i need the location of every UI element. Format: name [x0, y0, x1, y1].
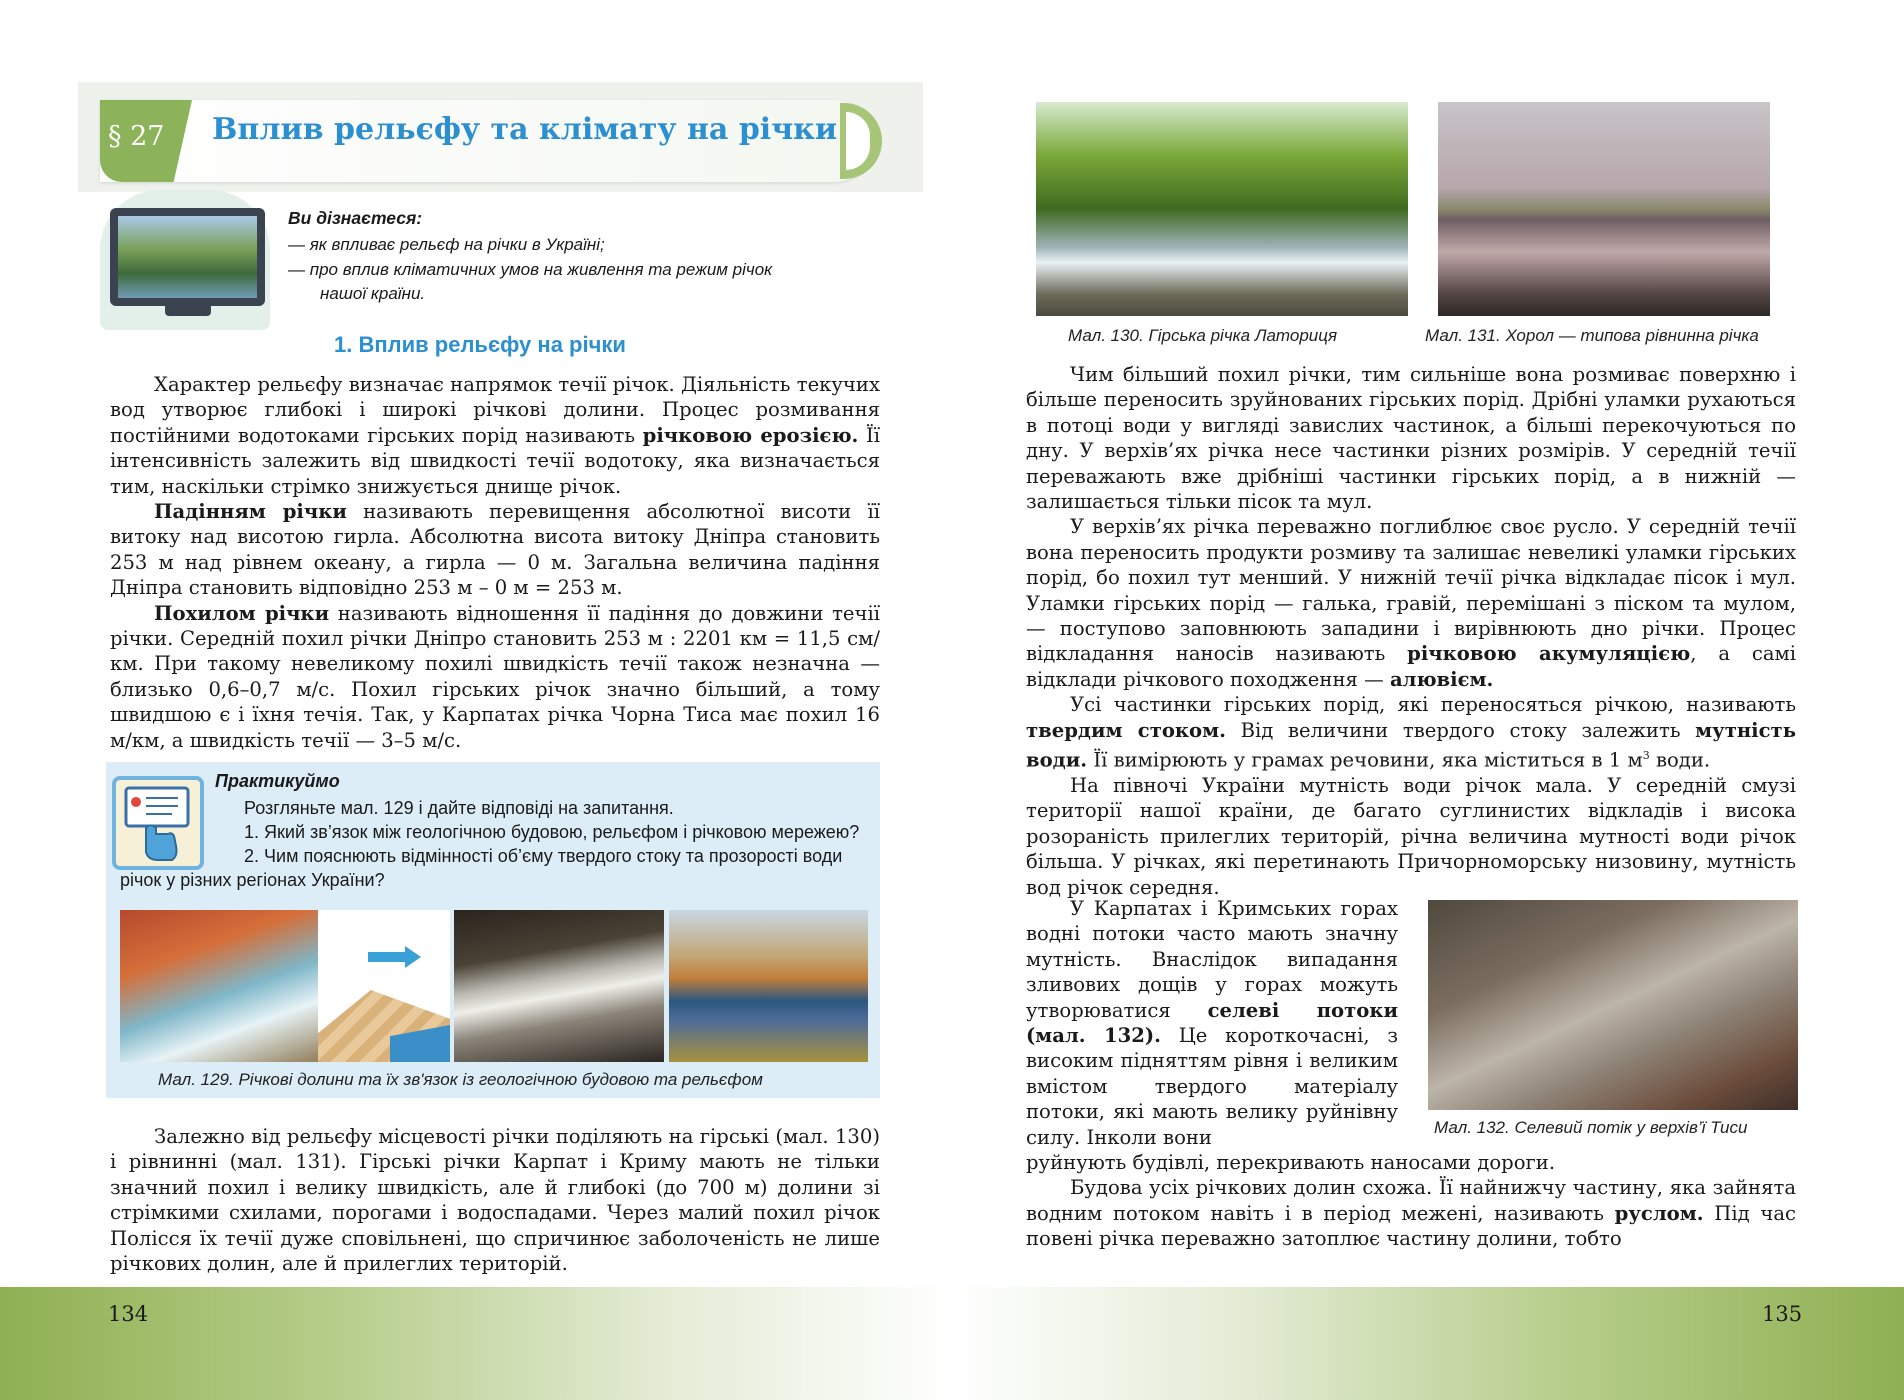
paragraph: У Карпатах і Кримських горах водні потоки часто мають значну мутність. Внаслідок випадання зливових дощів у горах можуть утворюватися селеві потоки (мал. 132). Це короткочасні, з високим підняттям рівня і великим вмістом твердого матеріалу потоки, які мають велику руйнівну силу. Інколи вони [1026, 897, 1399, 1149]
arrow-right-icon [368, 952, 408, 962]
right-text-block-2 [1026, 896, 1398, 1150]
photo-mudflow [1428, 900, 1798, 1110]
learn-item: — як впливає рельєф на річки в Україні; [288, 235, 605, 254]
paragraph: Залежно від рельєфу місцевості річки поділяють на гірські (мал. 130) і рівнинні (мал. 131). Гірські річки Карпат і Криму мають не тільки значний похил і велику швидкість, але й глибокі (до 700 м) долини зі стрімкими схилами, порогами і водоспадами. Через малий похил річок Полісся їх течії дуже сповільнені, що спричинює заболоченість не лише річкових долин, але й прилеглих територій. [110, 1125, 880, 1276]
paragraph: Чим більший похил річки, тим сильніше вона розмиває поверхню і більше переносить зруйнованих гірських порід. Дрібні уламки рухаються в потоці води у вигляді завислих частинок, а більші перекочуються по дну. У верхів’ях річка несе частинки різних розмірів. У середній течії переважають вже дрібніші частинки гірських порід, а в нижній — залишається тільки пісок та мул. [1026, 363, 1796, 514]
paragraph: руйнують будівлі, перекривають наносами дороги. [1026, 1151, 1556, 1174]
page-number-right: 135 [1762, 1302, 1803, 1326]
paragraph: Падінням річки називають перевищення абсолютної висоти її витоку над висотою гирла. Абсолютна висота витоку Дніпра становить 253 м над рівнем океану, а гирла — 0 м. Загальна величина падіння Дніпра становить відповідно 253 м – 0 м = 253 м. [110, 500, 880, 600]
subheading: 1. Вплив рельєфу на річки [334, 332, 626, 357]
figure-caption-130: Мал. 130. Гірська річка Латориця [1068, 326, 1338, 345]
photo-mountain-stream [454, 910, 664, 1062]
monitor-screen-image [118, 216, 257, 298]
photo-khorol-river [1438, 102, 1770, 316]
practice-line: Розгляньте мал. 129 і дайте відповіді на запитання. [244, 798, 674, 818]
practice-line: 2. Чим пояснюють відмінності об’єму твердого стоку та прозорості води [244, 846, 843, 866]
right-text-block-3 [1026, 1150, 1796, 1252]
arrow-head-icon [405, 946, 421, 968]
practice-line: 1. Який зв’язок між геологічною будовою, рельєфом і річковою мережею? [244, 822, 860, 842]
paragraph: Похилом річки називають відношення її падіння до довжини течії річки. Середній похил річки Дніпро становить 253 м : 2201 км = 11,5 см/км. При такому невеликому похилі швидкість течії також незначна — близько 0,6–0,7 м/с. Похил гірських річок значно більший, а тому швидшою є і їхня течія. Так, у Карпатах річка Чорна Тиса має похил 16 м/км, а швидкість течії — 3–5 м/с. [110, 601, 880, 752]
figure-caption-131: Мал. 131. Хорол — типова рівнинна річка [1425, 326, 1759, 345]
learn-item: — про вплив кліматичних умов на живлення та режим річок [288, 260, 773, 279]
paragraph: Усі частинки гірських порід, які переносяться річкою, називають твердим стоком. Від величини твердого стоку залежить мутність води. Її вимірюють у грамах речовини, яка міститься в 1 $м^3$ води. [1026, 693, 1796, 772]
figure-caption-129: Мал. 129. Річкові долини та їх зв'язок із геологічною будовою та рельєфом [158, 1070, 763, 1089]
practice-title: Практикуймо [215, 771, 340, 791]
paragraph: У верхів’ях річка переважно поглиблює своє русло. У середній течії вона переносить продукти розмиву та залишає невеликі уламки гірських порід, бо похил тут менший. У нижній течії річка відкладає пісок і мул. Уламки гірських порід — галька, гравій, перемішані з піском та мулом, — поступово заповнюють западини і вирівнюють дно річки. Процес відкладання наносів називають річковою акумуляцією, а самі відклади річкового походження — алювієм. [1026, 515, 1797, 691]
learn-title: Ви дізнаєтеся: [288, 208, 423, 228]
page-number-left: 134 [108, 1302, 149, 1326]
left-text-block-1 [110, 372, 880, 753]
paragraph: Характер рельєфу визначає напрямок течії річок. Діяльність текучих вод утворює глибокі і широкі річкові долини. Процес розмивання постійними водотоками гірських порід називають річковою ерозією. Її інтенсивність залежить від швидкості течії водотоку, яка визначається тим, наскільки стрімко знижується днище річок. [110, 373, 880, 498]
photo-latorytsia-river [1036, 102, 1408, 316]
right-text-block-1 [1026, 362, 1796, 900]
photo-lowland-river [669, 910, 868, 1062]
left-text-block-2 [110, 1124, 880, 1276]
paragraph: На півночі України мутність води річок мала. У середній смузі території нашої країни, де багато суглинистих відкладів і висока розораність прилеглих територій, річна величина мутності води річок більша. У річках, які перетинають Причорноморську низовину, мутність вод річок середня. [1026, 774, 1796, 899]
page-title: Вплив рельєфу та клімату на річки [212, 112, 838, 147]
tablet-touch-icon [112, 776, 204, 870]
learn-item: нашої країни. [320, 284, 426, 303]
practice-line: річок у різних регіонах України? [120, 870, 385, 890]
paragraph: Будова усіх річкових долин схожа. Її найнижчу частину, яка зайнята водним потоком навіть і в період межені, називають руслом. Під час повені річка переважно затоплює частину долини, тобто [1026, 1176, 1797, 1251]
figure-caption-132: Мал. 132. Селевий потік у верхів’ї Тиси [1434, 1118, 1748, 1137]
monitor-stand [165, 306, 211, 316]
section-number: § 27 [108, 121, 165, 152]
